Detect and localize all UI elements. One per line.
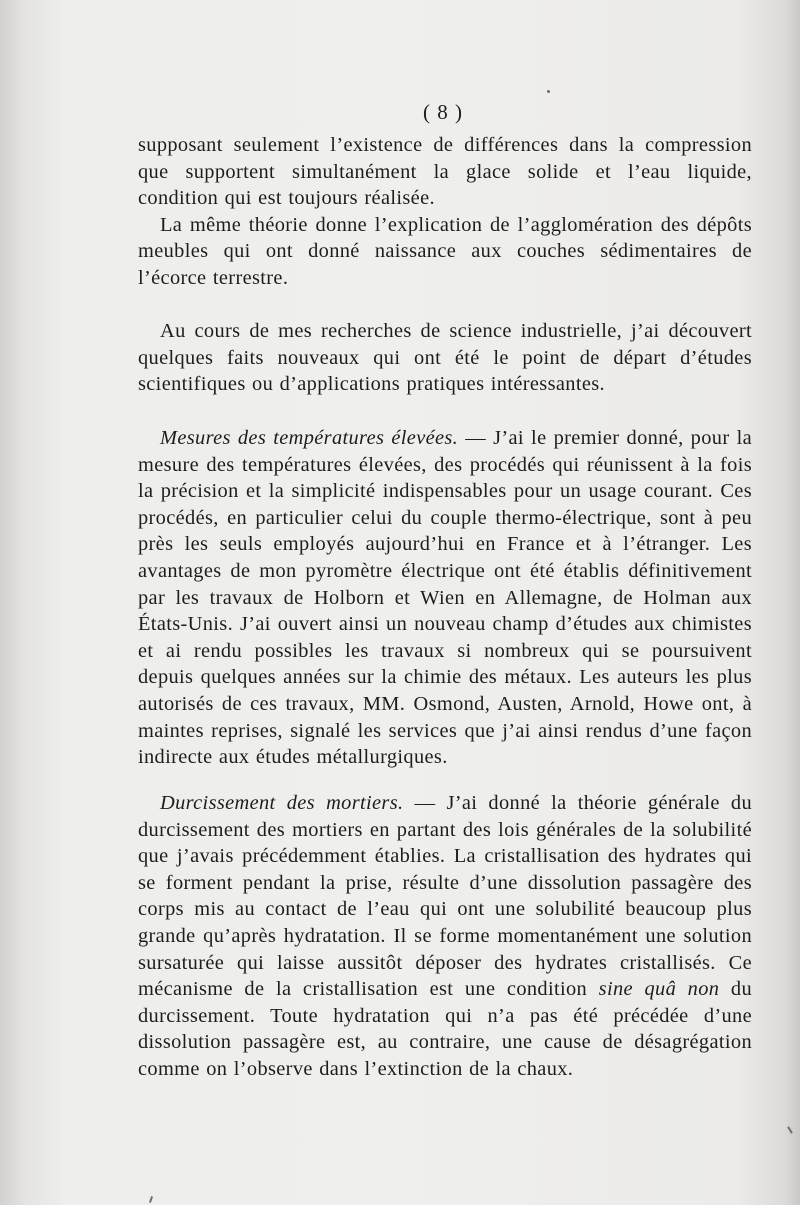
page-number: ( 8 ) <box>423 100 463 124</box>
paragraph-industrial-science: Au cours de mes recherches de science industrielle, j’ai découvert quelques faits nouveaux qui ont été le point de départ d’études scientifiques ou d’applications pratiques intéressantes. <box>138 320 752 396</box>
latin-phrase: sine quâ non <box>598 978 720 1001</box>
paragraph-agglomeration: La même théorie donne l’explication de l’agglomération des dépôts meubles qui ont donné naissance aux couches sédimentaires de l’écorce terrestre. <box>138 213 752 289</box>
text-block-top <box>138 132 752 292</box>
text-block-mortars <box>138 790 752 1083</box>
paper-speck <box>149 1196 153 1203</box>
text-block-industrial <box>138 318 752 398</box>
paragraph-mortars-body-end: du durcissement. Toute hydratation qui n’a pas été précédée d’une dissolution passagère est, au contraire, une cause de désagrégation comme on l’observe dans l’extinction de la chaux. <box>138 978 752 1080</box>
paragraph-mortars <box>138 790 752 1083</box>
paragraph-temperatures-body: — J’ai le premier donné, pour la mesure des températures élevées, des procédés qui réunissent à la fois la précision et la simplicité indispensables pour un usage courant. Ces procédés, en particulier celui du couple thermo-électrique, sont à peu près les seuls employés aujourd’hui en France et à l’étranger. Les avantages de mon pyromètre électrique ont été établis définitivement par les travaux de Holborn et Wien en Allemagne, de Holman aux États-Unis. J’ai ouvert ainsi un nouveau champ d’études aux chimistes et ai rendu possibles les travaux si nombreux qui se poursuivent depuis quelques années sur la chimie des métaux. Les auteurs les plus autorisés de ces travaux, MM. Osmond, Austen, Arnold, Howe ont, à maintes reprises, signalé les services que j’ai ainsi rendus d’une façon indirecte aux études métallurgiques. <box>138 427 752 769</box>
section-heading-temperatures: Mesures des températures élevées. <box>160 427 459 449</box>
paper-speck <box>787 1126 793 1134</box>
text-block-temperatures <box>138 425 752 771</box>
paragraph-mortars-body-start: — J’ai donné la théorie générale du durcissement des mortiers en partant des lois générales de la solubilité que j’avais précédemment établies. La cristallisation des hydrates qui se forment pendant la prise, résulte d’une dissolution passagère des corps mis au contact de l’eau qui ont une solubilité beaucoup plus grande qu’après hydratation. Il se forme momentanément une solution sursaturée qui laisse aussitôt déposer des hydrates cristallisés. Ce mécanisme de la cristallisation est une condition <box>138 792 752 1001</box>
paper-speck <box>547 90 550 93</box>
paragraph-continuation: supposant seulement l’existence de différences dans la compression que supportent simultanément la glace solide et l’eau liquide, condition qui est toujours réalisée. <box>138 134 752 210</box>
paragraph-temperatures <box>138 425 752 771</box>
section-heading-mortars: Durcissement des mortiers. <box>160 792 404 814</box>
